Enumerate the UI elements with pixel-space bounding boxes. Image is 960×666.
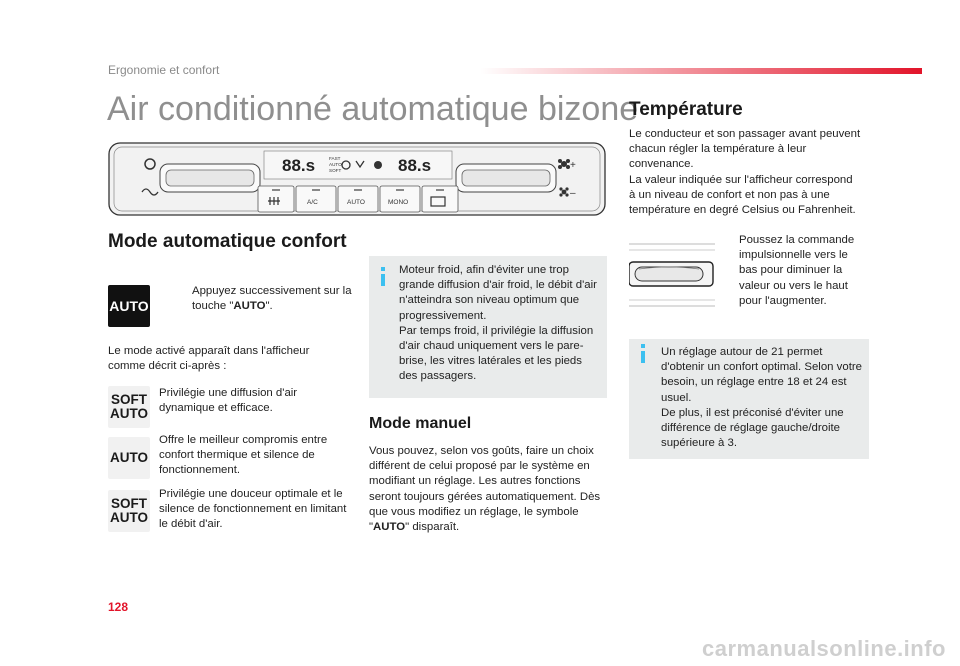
info-icon	[641, 351, 645, 363]
display-fan-icon	[374, 161, 382, 169]
right-temp-display: 88.s	[398, 156, 432, 175]
auto-mode-title: Mode automatique confort	[108, 231, 347, 252]
badge-auto-text: AUTO	[109, 510, 148, 525]
mode-badge-soft: SOFT	[329, 168, 342, 173]
page-title: Air conditionné automatique bizone	[107, 90, 639, 128]
footer-watermark: carmanualsonline.info	[702, 636, 946, 661]
display-description: Le mode activé apparaît dans l'afficheur comme décrit ci-après :	[108, 345, 310, 373]
ac-button-label: A/C	[307, 199, 318, 206]
badge-soft-text: SOFT	[111, 496, 147, 511]
auto-instruction-pre: Appuyez successivement sur la touche "	[192, 285, 352, 313]
temperature-text-2: La valeur indiquée sur l'afficheur correspond à un niveau de confort et non pas à une température en degré Celsius ou Fahrenheit.	[629, 173, 856, 217]
manual-text-pre: Vous pouvez, selon vos goûts, faire un choix différent de celui proposé par le système en modifiant un réglage. Les autres fonctions seront toujours gérées automatiquement. Dès que vous modifiez un réglage, le symbole "	[369, 445, 601, 534]
auto-key-badge: AUTO	[108, 285, 150, 327]
mode-badge-fast: FAST	[329, 156, 341, 161]
mode-badge-auto: AUTO	[329, 162, 342, 167]
temperature-rocker-illustration	[629, 240, 715, 316]
minus-label: –	[570, 188, 576, 199]
cold-note-text-2: Par temps froid, il privilégie la diffusion d'air chaud uniquement vers le pare-brise, les vitres latérales et les pieds des passagers.	[399, 324, 594, 383]
mode-3-text: Privilégie une douceur optimale et le silence de fonctionnement en limitant le débit d'air.	[159, 488, 347, 531]
front-defrost-icon	[268, 197, 280, 205]
temperature-title: Température	[629, 99, 743, 120]
temp-note-text-1: Un réglage autour de 21 permet d'obtenir un confort optimal. Selon votre besoin, un réglage entre 18 et 24 est usuel.	[661, 346, 862, 404]
climate-panel-drawing	[108, 142, 606, 216]
soft-auto-badge	[108, 490, 150, 532]
temperature-instruction-text: Poussez la commande impulsionnelle vers le bas pour diminuer la valeur ou vers le haut pour l'augmenter.	[739, 234, 855, 307]
manual-mode-text	[369, 444, 601, 535]
temperature-instruction	[721, 233, 861, 309]
cold-note-text-1: Moteur froid, afin d'éviter une trop grande diffusion d'air froid, le débit d'air n'atteindra son niveau optimum que progressivement.	[399, 264, 597, 322]
temperature-text	[629, 127, 861, 218]
page-number: 128	[108, 600, 129, 614]
climate-panel-illustration	[108, 142, 606, 216]
mode-2-text: Offre le meilleur compromis entre confort thermique et silence de fonctionnement.	[159, 434, 328, 477]
manual-mode-title: Mode manuel	[369, 415, 472, 432]
manual-text-key: AUTO	[373, 521, 406, 534]
auto-instruction-post: ".	[265, 300, 273, 313]
temperature-note	[629, 339, 869, 459]
left-temp-display: 88.s	[282, 156, 316, 175]
mode-1-text: Privilégie une diffusion d'air dynamique et efficace.	[159, 387, 298, 415]
soft-auto-badge	[108, 386, 150, 428]
section-label: Ergonomie et confort	[108, 63, 220, 77]
mono-button-label: MONO	[388, 199, 409, 206]
rocker-drawing	[629, 240, 715, 316]
badge-auto-text: AUTO	[109, 406, 148, 421]
badge-soft-text: SOFT	[111, 392, 147, 407]
temp-note-text-2: De plus, il est préconisé d'éviter une différence de réglage gauche/droite supérieure à 3.	[661, 406, 844, 450]
auto-instruction-key: AUTO	[233, 300, 266, 313]
plus-label: +	[570, 160, 576, 171]
cold-engine-note	[369, 256, 607, 398]
auto-instruction	[172, 284, 367, 314]
manual-text-post: " disparaît.	[405, 521, 460, 534]
badge-auto-text: AUTO	[109, 450, 148, 465]
temperature-text-1: Le conducteur et son passager avant peuvent chacun régler la température à leur convenance.	[629, 128, 861, 171]
header-accent-bar	[480, 68, 922, 74]
info-icon	[381, 274, 385, 286]
auto-badge	[108, 437, 150, 479]
auto-button-label: AUTO	[347, 199, 365, 206]
